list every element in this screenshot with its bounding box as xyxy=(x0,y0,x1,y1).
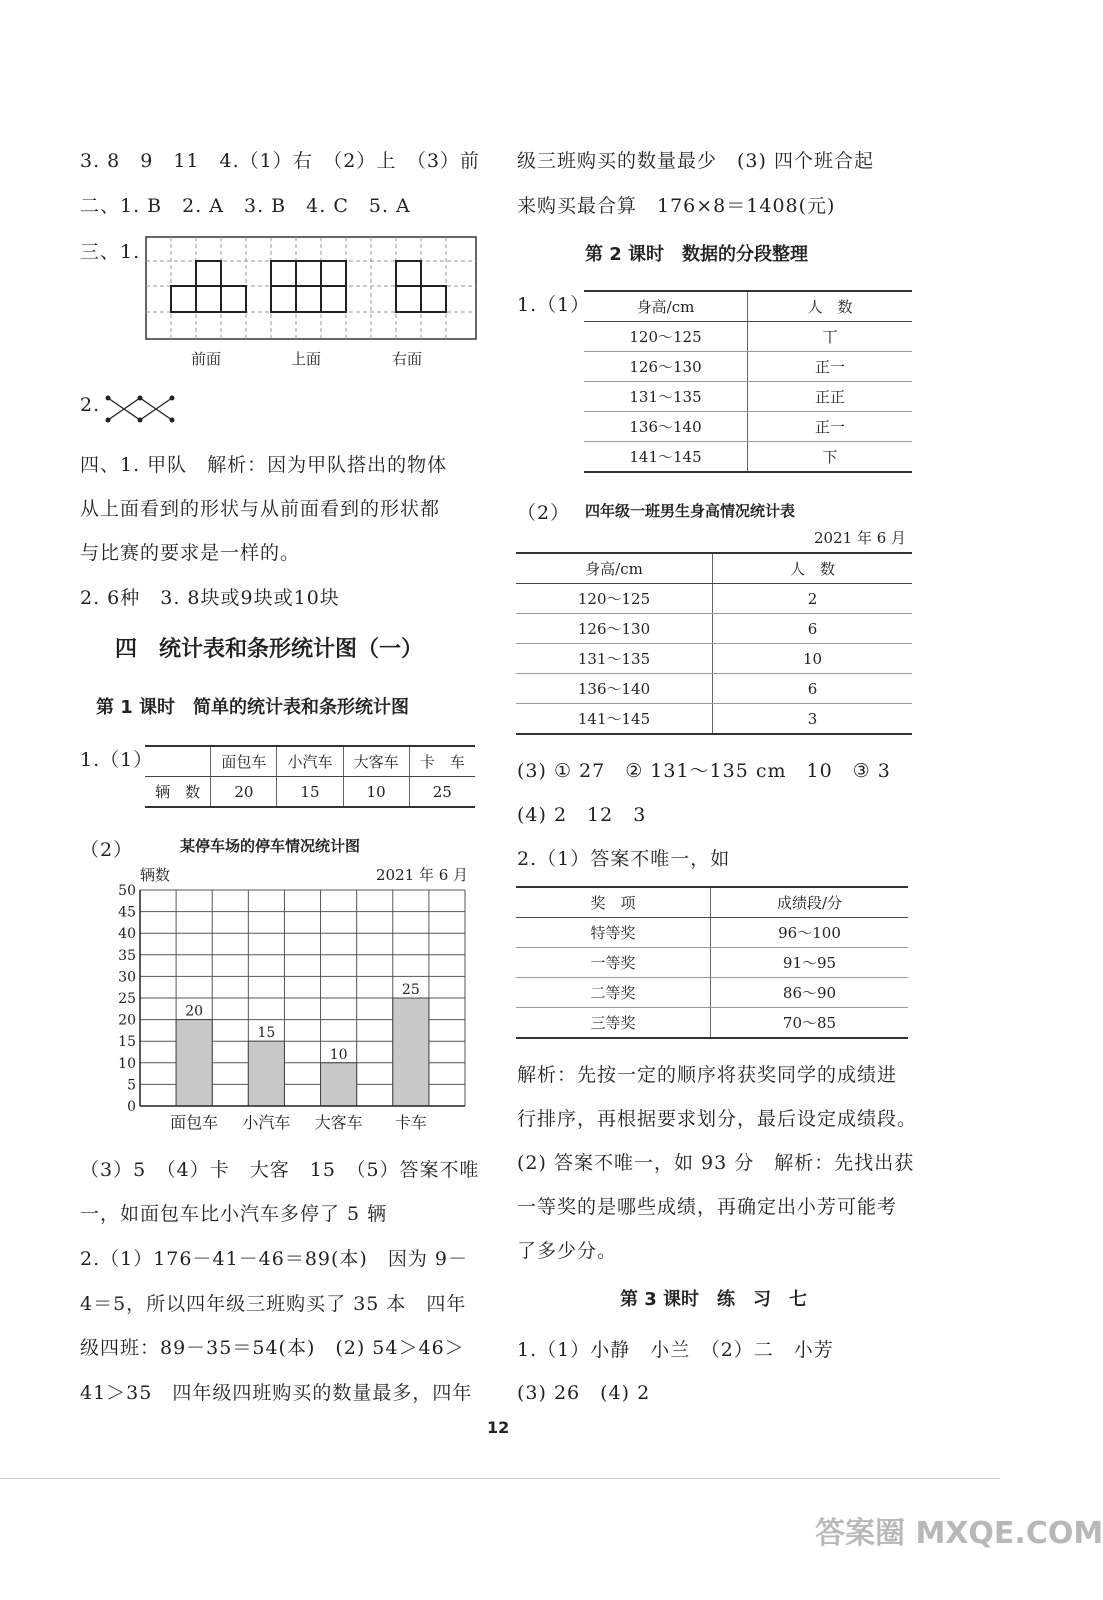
right-line-8: (2) 答案不唯一，如 93 分 解析：先找出获 xyxy=(517,1152,915,1174)
bar xyxy=(176,1020,212,1106)
table2-date: 2021 年 6 月 xyxy=(814,529,907,547)
table-cell: 一等奖 xyxy=(516,948,711,978)
answer-line-6: 从上面看到的形状与从前面看到的形状都 xyxy=(80,498,441,520)
right-line-5: 2.（1）答案不唯一，如 xyxy=(517,848,731,870)
question-1-2-label: （2） xyxy=(80,839,134,861)
x-category-label: 小汽车 xyxy=(242,1113,291,1132)
table-cell: 正一 xyxy=(748,412,913,442)
right-line-12: (3) 26 (4) 2 xyxy=(517,1382,651,1404)
right-line-7: 行排序，再根据要求划分，最后设定成绩段。 xyxy=(517,1108,918,1130)
bar xyxy=(393,998,429,1106)
parking-table xyxy=(145,745,475,808)
table-cell: 141～145 xyxy=(516,704,713,735)
table-header-cell: 奖 项 xyxy=(516,887,711,918)
bar-value-label: 20 xyxy=(185,1003,204,1020)
view-label-front: 前面 xyxy=(191,350,222,368)
x-category-label: 卡车 xyxy=(394,1113,427,1132)
right-line-9: 一等奖的是哪些成绩，再确定出小芳可能考 xyxy=(517,1196,898,1218)
height-stats-table xyxy=(516,552,912,735)
bar-value-label: 25 xyxy=(401,982,420,998)
bar-value-label: 10 xyxy=(329,1046,348,1063)
table-header-cell: 大客车 xyxy=(343,746,409,777)
view-label-top: 上面 xyxy=(291,350,322,368)
y-tick-label: 5 xyxy=(127,1077,136,1094)
y-tick-label: 15 xyxy=(118,1034,136,1051)
right-line-2: 来购买最合算 176×8＝1408(元) xyxy=(517,195,836,217)
chart-title: 某停车场的停车情况统计图 xyxy=(180,837,361,855)
answer-line-2: 二、1. B 2. A 3. B 4. C 5. A xyxy=(80,195,411,217)
table-cell: 136～140 xyxy=(584,412,748,442)
right-line-6: 解析：先按一定的顺序将获奖同学的成绩进 xyxy=(517,1064,898,1086)
y-tick-label: 50 xyxy=(118,883,136,899)
y-tick-label: 20 xyxy=(118,1012,136,1029)
x-category-label: 大客车 xyxy=(314,1113,363,1132)
table-cell: 三等奖 xyxy=(516,1008,711,1039)
table-cell: 6 xyxy=(713,674,913,704)
page-number: 12 xyxy=(487,1418,510,1437)
right-line-4: (4) 2 12 3 xyxy=(517,804,647,826)
right-line-10: 了多少分。 xyxy=(517,1240,618,1262)
table-cell: 91～95 xyxy=(711,948,909,978)
table-cell: 丅 xyxy=(748,322,913,352)
table-header-cell: 人 数 xyxy=(713,553,913,584)
y-tick-label: 45 xyxy=(118,904,136,921)
table-header-cell: 小汽车 xyxy=(277,746,343,777)
table-cell: 20 xyxy=(211,777,277,808)
table-cell: 120～125 xyxy=(516,584,713,614)
matching-lines-figure xyxy=(104,394,176,424)
watermark-logo: 答案圈 MXQE.COM xyxy=(815,1516,1103,1551)
chart-ylabel: 辆数 xyxy=(140,866,171,884)
tally-table xyxy=(584,290,912,473)
table-cell: 15 xyxy=(277,777,343,808)
table-cell: 3 xyxy=(713,704,913,735)
award-table xyxy=(516,886,908,1039)
table-cell: 正正 xyxy=(748,382,913,412)
chart-date: 2021 年 6 月 xyxy=(376,866,469,884)
answer-line-5: 四、1. 甲队 解析：因为甲队搭出的物体 xyxy=(80,454,448,476)
answer-line-10: 一，如面包车比小汽车多停了 5 辆 xyxy=(80,1203,388,1225)
table-cell: 126～130 xyxy=(584,352,748,382)
table-cell: 86～90 xyxy=(711,978,909,1008)
bar xyxy=(321,1063,357,1106)
view-label-right: 右面 xyxy=(392,350,423,368)
table-cell: 10 xyxy=(713,644,913,674)
table-cell: 70～85 xyxy=(711,1008,909,1039)
y-tick-label: 25 xyxy=(118,991,136,1007)
y-tick-label: 10 xyxy=(118,1055,136,1072)
answer-line-13: 级四班：89－35＝54(本) (2) 54＞46＞ xyxy=(80,1337,465,1359)
x-category-label: 面包车 xyxy=(170,1113,219,1132)
table-cell: 131～135 xyxy=(516,644,713,674)
lesson-3-title: 第 3 课时 练 习 七 xyxy=(620,1289,808,1310)
table-cell: 96～100 xyxy=(711,918,909,948)
table-header-cell: 身高/cm xyxy=(516,553,713,584)
answer-line-3: 三、1. xyxy=(80,241,141,263)
bar-chart xyxy=(100,880,480,1140)
table2-title: 四年级一班男生身高情况统计表 xyxy=(585,502,796,520)
table-cell: 141～145 xyxy=(584,442,748,473)
answer-line-12: 4＝5，所以四年级三班购买了 35 本 四年 xyxy=(80,1293,467,1315)
table-cell: 下 xyxy=(748,442,913,473)
table-header-cell xyxy=(145,746,211,777)
table-cell: 正一 xyxy=(748,352,913,382)
table-cell: 10 xyxy=(343,777,409,808)
table-cell: 131～135 xyxy=(584,382,748,412)
table-cell: 6 xyxy=(713,614,913,644)
table-header-cell: 卡 车 xyxy=(409,746,475,777)
answer-line-4: 2. xyxy=(80,394,101,416)
bar-value-label: 15 xyxy=(257,1025,276,1042)
answer-line-14: 41＞35 四年级四班购买的数量最多，四年 xyxy=(80,1382,473,1404)
table-header-cell: 面包车 xyxy=(211,746,277,777)
right-line-1: 级三班购买的数量最少 (3) 四个班合起 xyxy=(517,150,874,172)
table-cell: 120～125 xyxy=(584,322,748,352)
right-line-3: (3) ① 27 ② 131～135 cm 10 ③ 3 xyxy=(517,760,891,782)
table-header-cell: 成绩段/分 xyxy=(711,887,909,918)
table-header-cell: 人 数 xyxy=(748,291,913,322)
table-cell: 2 xyxy=(713,584,913,614)
y-tick-label: 40 xyxy=(118,926,136,943)
question-1-1-label: 1.（1） xyxy=(80,749,154,771)
table-cell: 二等奖 xyxy=(516,978,711,1008)
lesson-1-title: 第 1 课时 简单的统计表和条形统计图 xyxy=(96,697,410,718)
section-title: 四 统计表和条形统计图（一） xyxy=(115,637,424,662)
y-tick-label: 30 xyxy=(118,969,136,986)
table-cell: 126～130 xyxy=(516,614,713,644)
answer-line-8: 2. 6种 3. 8块或9块或10块 xyxy=(80,587,340,609)
table-cell: 136～140 xyxy=(516,674,713,704)
table-header-cell: 身高/cm xyxy=(584,291,748,322)
answer-line-7: 与比赛的要求是一样的。 xyxy=(80,542,301,564)
table-cell: 25 xyxy=(409,777,475,808)
y-tick-label: 0 xyxy=(127,1099,136,1115)
footer-rule xyxy=(0,1478,1000,1479)
answer-line-1: 3. 8 9 11 4.（1）右 （2）上 （3）前 xyxy=(80,150,480,172)
views-grid-figure xyxy=(145,236,477,340)
answer-line-11: 2.（1）176－41－46＝89(本) 因为 9－ xyxy=(80,1248,468,1270)
right-line-11: 1.（1）小静 小兰 （2）二 小芳 xyxy=(517,1339,834,1361)
bar xyxy=(248,1041,284,1106)
table-cell: 特等奖 xyxy=(516,918,711,948)
table-row-label: 辆 数 xyxy=(145,777,211,808)
lesson-2-title: 第 2 课时 数据的分段整理 xyxy=(585,244,809,265)
question-2-1-label: 1.（1） xyxy=(517,294,591,316)
answer-line-9: （3）5 （4）卡 大客 15 （5）答案不唯 xyxy=(80,1159,480,1181)
y-tick-label: 35 xyxy=(118,947,136,964)
question-2-2-label: （2） xyxy=(517,502,571,524)
